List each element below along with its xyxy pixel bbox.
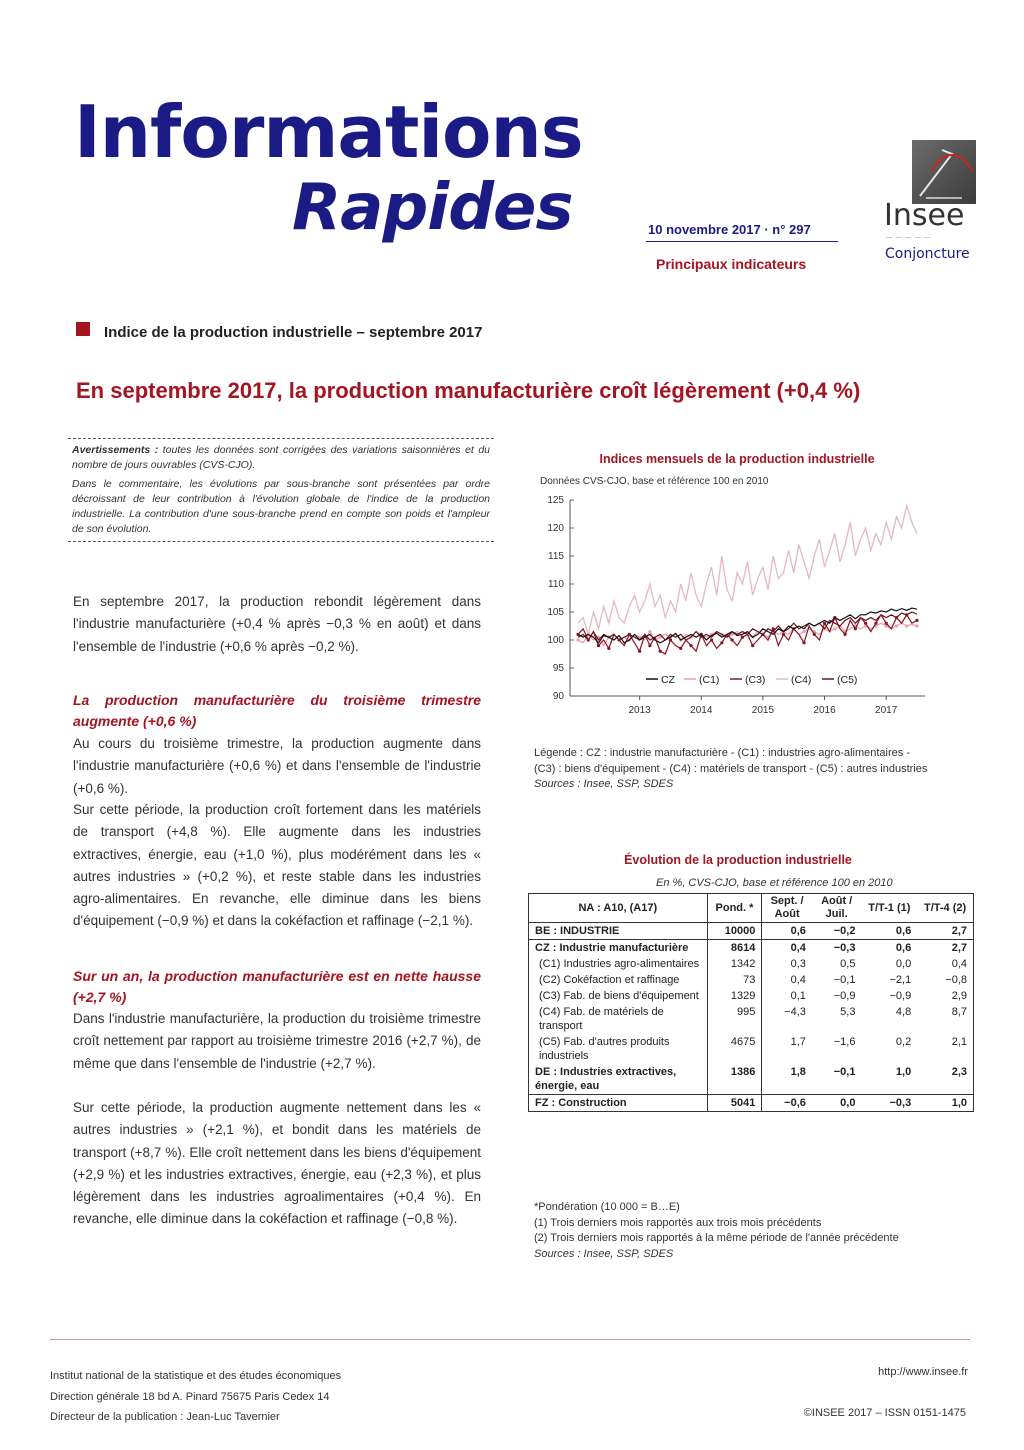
series-point-c3 (679, 647, 682, 650)
row-pond: 1342 (707, 956, 762, 972)
series-point-c1 (915, 624, 918, 627)
publication-subtitle: Rapides (292, 171, 573, 245)
col-header-na: NA : A10, (A17) (529, 894, 708, 923)
warning-text-1: toutes les données sont corrigées des variations saisonnières et du nombre de jours ouvrables (CVS-CJO). (72, 444, 490, 471)
series-point-c3 (813, 633, 816, 636)
series-point-c3 (628, 633, 631, 636)
row-label: DE : Industries extractives, énergie, eau (535, 1066, 677, 1092)
row-tt1: 1,0 (895, 1066, 912, 1078)
series-point-c1 (802, 630, 805, 633)
footer-publisher (50, 1366, 341, 1428)
paragraph-quarter-detail: Sur cette période, la production croît fortement dans les matériels de transport (+4,8 %). Elle augmente dans les industries extractives, énergie, eau (+1,0 %), plus modérément dans les « autres industries » (+0,2 %), et reste stable dans les industries agro-alimentaires. En revanche, elle diminue dans les biens d'équipement (−0,9 %) et dans la cokéfaction et raffinage (−2,1 %). (73, 802, 481, 929)
row-tt4: 2,3 (951, 1066, 967, 1078)
row-label: FZ : Construction (529, 1095, 708, 1112)
section-title: Indice de la production industrielle – septembre 2017 (104, 324, 483, 341)
table-row (529, 940, 974, 957)
row-tt4: 1,0 (917, 1095, 973, 1112)
header-divider (646, 241, 838, 242)
row-sept-aout: −4,3 (784, 1006, 806, 1018)
section-marker (76, 322, 90, 336)
series-point-c3 (761, 633, 764, 636)
production-line-chart (530, 492, 930, 724)
logo-tagline: — — — — — (886, 235, 932, 241)
series-point-c3 (802, 641, 805, 644)
chart-caption (534, 746, 934, 793)
series-point-c3 (648, 644, 651, 647)
series-point-c3 (843, 633, 846, 636)
series-point-c3 (751, 644, 754, 647)
col-header-tt4: T/T-4 (2) (917, 894, 973, 923)
x-tick-label: 2016 (813, 705, 836, 716)
chart-subtitle: Données CVS-CJO, base et référence 100 en 2010 (540, 476, 769, 487)
series-point-c3 (720, 641, 723, 644)
row-tt4: −0,8 (945, 974, 967, 986)
series-point-c3 (854, 627, 857, 630)
series-point-c3 (895, 616, 898, 619)
note-ponderation: *Pondération (10 000 = B…E) (534, 1201, 680, 1213)
series-point-c3 (689, 644, 692, 647)
table-notes (534, 1200, 954, 1262)
footer-copyright: ©INSEE 2017 – ISSN 0151-1475 (803, 1407, 966, 1419)
footer-divider (50, 1339, 970, 1340)
chart-legend-text: Légende : CZ : industrie manufacturière - (C1) : industries agro-alimentaires - (C3) : biens d'équipement - (C4) : matériels de transport - (C5) : autres industries (534, 747, 928, 775)
logo-conjoncture: Conjoncture (885, 246, 970, 262)
row-sept-aout: 0,1 (790, 990, 806, 1002)
series-point-c3 (597, 644, 600, 647)
row-tt1: 0,2 (895, 1036, 912, 1048)
row-label: CZ : Industrie manufacturière (529, 940, 708, 957)
series-point-c3 (659, 650, 662, 653)
series-point-c3 (782, 633, 785, 636)
series-point-c3 (823, 622, 826, 625)
row-label: BE : INDUSTRIE (529, 923, 708, 940)
row-tt1: 0,6 (861, 923, 917, 940)
insee-logo-icon (912, 140, 976, 204)
row-aout-juil: 0,0 (812, 1095, 862, 1112)
warning-text-2: Dans le commentaire, les évolutions par sous-branche sont présentées par ordre décroissant de leur contribution à l'évolution globale de l'indice de la production industrielle. La contribution d'une sous-branche prend en compte son poids et l'ampleur de son évolution. (72, 478, 490, 535)
series-point-c3 (638, 650, 641, 653)
row-tt1: 4,8 (895, 1006, 912, 1018)
series-point-c3 (772, 627, 775, 630)
table-row (529, 1064, 974, 1095)
legend-label: (C5) (837, 674, 858, 686)
row-tt4: 0,4 (951, 958, 967, 970)
legend-label: (C4) (791, 674, 812, 686)
y-tick-label: 105 (547, 607, 564, 618)
series-point-c3 (607, 647, 610, 650)
row-tt1: −2,1 (889, 974, 912, 986)
category-label: Principaux indicateurs (656, 256, 807, 272)
row-aout-juil: −0,1 (833, 1066, 856, 1078)
footer-line-address: Direction générale 18 bd A. Pinard 75675 Paris Cedex 14 (50, 1390, 330, 1403)
row-aout-juil: −0,3 (812, 940, 862, 957)
footer-url-link[interactable]: http://www.insee.fr (878, 1366, 968, 1378)
row-aout-juil: −0,2 (812, 923, 862, 940)
y-tick-label: 110 (548, 579, 564, 590)
series-point-c3 (730, 638, 733, 641)
row-aout-juil: 0,5 (840, 958, 856, 970)
row-tt4: 2,7 (917, 940, 973, 957)
row-sept-aout: 0,3 (790, 958, 806, 970)
table-row (529, 988, 974, 1004)
y-tick-label: 95 (552, 663, 564, 674)
row-label: (C5) Fab. d'autres produits industriels (539, 1036, 670, 1062)
y-tick-label: 100 (547, 635, 564, 646)
row-tt1: −0,9 (889, 990, 912, 1002)
series-point-c1 (905, 624, 908, 627)
footer-line-institute: Institut national de la statistique et des études économiques (50, 1370, 342, 1382)
x-tick-label: 2013 (628, 705, 651, 716)
row-tt4: 8,7 (951, 1006, 967, 1018)
row-aout-juil: −0,9 (833, 990, 856, 1002)
row-tt1: −0,3 (861, 1095, 917, 1112)
note-2: (2) Trois derniers mois rapportés à la même période de l'année précédente (534, 1232, 899, 1244)
row-tt1: 0,6 (861, 940, 917, 957)
series-point-c1 (648, 630, 651, 633)
chart-source: Sources : Insee, SSP, SDES (534, 778, 674, 790)
series-point-c1 (895, 624, 898, 627)
table-row (529, 972, 974, 988)
row-sept-aout: 1,8 (790, 1066, 806, 1078)
series-point-c3 (710, 638, 713, 641)
row-tt1: 0,0 (895, 958, 912, 970)
row-aout-juil: 5,3 (840, 1006, 856, 1018)
row-label: (C2) Cokéfaction et raffinage (539, 974, 680, 986)
table-row (529, 923, 974, 940)
table-unit: En %, CVS-CJO, base et référence 100 en 2010 (656, 877, 893, 889)
col-header-tt1: T/T-1 (1) (861, 894, 917, 923)
y-tick-label: 125 (547, 495, 564, 506)
col-header-pond: Pond. * (707, 894, 762, 923)
warning-box (68, 438, 494, 542)
paragraph-quarter: Au cours du troisième trimestre, la production augmente dans l'industrie manufacturière (+0,6 %) et dans l'ensemble de l'industrie (+0,6 %). (73, 736, 481, 796)
row-pond: 4675 (707, 1034, 762, 1064)
series-point-c3 (617, 638, 620, 641)
row-pond: 73 (707, 972, 762, 988)
x-tick-label: 2017 (875, 705, 898, 716)
subheading-year: Sur un an, la production manufacturière est en nette hausse (+2,7 %) (73, 968, 481, 1005)
warning-label: Avertissements : (72, 444, 159, 456)
table-row (529, 1004, 974, 1034)
series-point-c1 (576, 638, 579, 641)
row-sept-aout: 0,6 (762, 923, 812, 940)
y-tick-label: 115 (548, 551, 564, 562)
row-label: (C1) Industries agro-alimentaires (539, 958, 700, 970)
row-sept-aout: 0,4 (790, 974, 806, 986)
row-label: (C3) Fab. de biens d'équipement (539, 990, 699, 1002)
y-tick-label: 90 (552, 691, 564, 702)
row-aout-juil: −0,1 (833, 974, 856, 986)
paragraph-intro: En septembre 2017, la production rebondit légèrement dans l'industrie manufacturière (+0,4 % après −0,3 % en août) et dans l'ensemble de l'industrie (+0,6 % après −0,2 %). (73, 594, 481, 654)
series-point-c3 (669, 638, 672, 641)
table-row (529, 956, 974, 972)
row-pond: 1386 (707, 1064, 762, 1095)
series-point-c3 (905, 613, 908, 616)
series-point-c3 (741, 636, 744, 639)
row-tt4: 2,7 (917, 923, 973, 940)
series-point-c3 (885, 622, 888, 625)
legend-label: CZ (661, 674, 675, 686)
table-row (529, 1095, 974, 1112)
row-label: (C4) Fab. de matériels de transport (539, 1006, 664, 1032)
series-point-c3 (587, 638, 590, 641)
issue-date: 10 novembre 2017 · n° 297 (648, 222, 811, 237)
row-pond: 5041 (707, 1095, 762, 1112)
table-row (529, 1034, 974, 1064)
series-point-c3 (874, 622, 877, 625)
note-1: (1) Trois derniers mois rapportés aux trois mois précédents (534, 1216, 822, 1229)
table-source: Sources : Insee, SSP, SDES (534, 1247, 674, 1260)
table-title: Évolution de la production industrielle (624, 853, 852, 867)
paragraph-year: Dans l'industrie manufacturière, la production du troisième trimestre croît nettement par rapport au troisième trimestre 2016 (+2,7 %), de même que dans l'ensemble de l'industrie (+2,7 %). (73, 1011, 481, 1071)
table-header-row (529, 894, 974, 923)
publication-title: Informations (74, 90, 583, 174)
y-tick-label: 120 (547, 523, 564, 534)
row-aout-juil: −1,6 (833, 1036, 856, 1048)
series-point-c3 (915, 619, 918, 622)
row-pond: 10000 (707, 923, 762, 940)
row-sept-aout: 0,4 (762, 940, 812, 957)
row-sept-aout: −0,6 (762, 1095, 812, 1112)
chart-title: Indices mensuels de la production industrielle (599, 452, 875, 466)
legend-label: (C1) (699, 674, 720, 686)
subheading-quarter: La production manufacturière du troisième trimestre augmente (+0,6 %) (73, 692, 481, 729)
row-pond: 8614 (707, 940, 762, 957)
series-point-c1 (833, 627, 836, 630)
row-pond: 1329 (707, 988, 762, 1004)
col-header-sept-aout: Sept. / Août (762, 894, 812, 923)
x-tick-label: 2014 (690, 705, 713, 716)
row-sept-aout: 1,7 (790, 1036, 806, 1048)
footer-line-director: Directeur de la publication : Jean-Luc Tavernier (50, 1411, 280, 1423)
headline: En septembre 2017, la production manufacturière croît légèrement (+0,4 %) (76, 378, 861, 403)
series-point-c3 (864, 622, 867, 625)
col-header-aout-juil: Août / Juil. (812, 894, 862, 923)
production-table (528, 893, 974, 1112)
paragraph-year-detail: Sur cette période, la production augmente nettement dans les « autres industries » (+2,1 %), et bondit dans les matériels de transport (+8,7 %). Elle croît nettement dans les biens d'équipement (+2,9 %) et les industries extractives, énergie, eau (+2,3 %), et plus légèrement dans les industries agroalimentaires (+0,4 %). En revanche, elle diminue dans la cokéfaction et raffinage (−0,8 %). (73, 1100, 481, 1227)
row-tt4: 2,9 (951, 990, 967, 1002)
row-pond: 995 (707, 1004, 762, 1034)
legend-label: (C3) (745, 674, 766, 686)
x-tick-label: 2015 (751, 705, 775, 716)
logo-wordmark: Insee (884, 198, 965, 233)
row-tt4: 2,1 (951, 1036, 967, 1048)
